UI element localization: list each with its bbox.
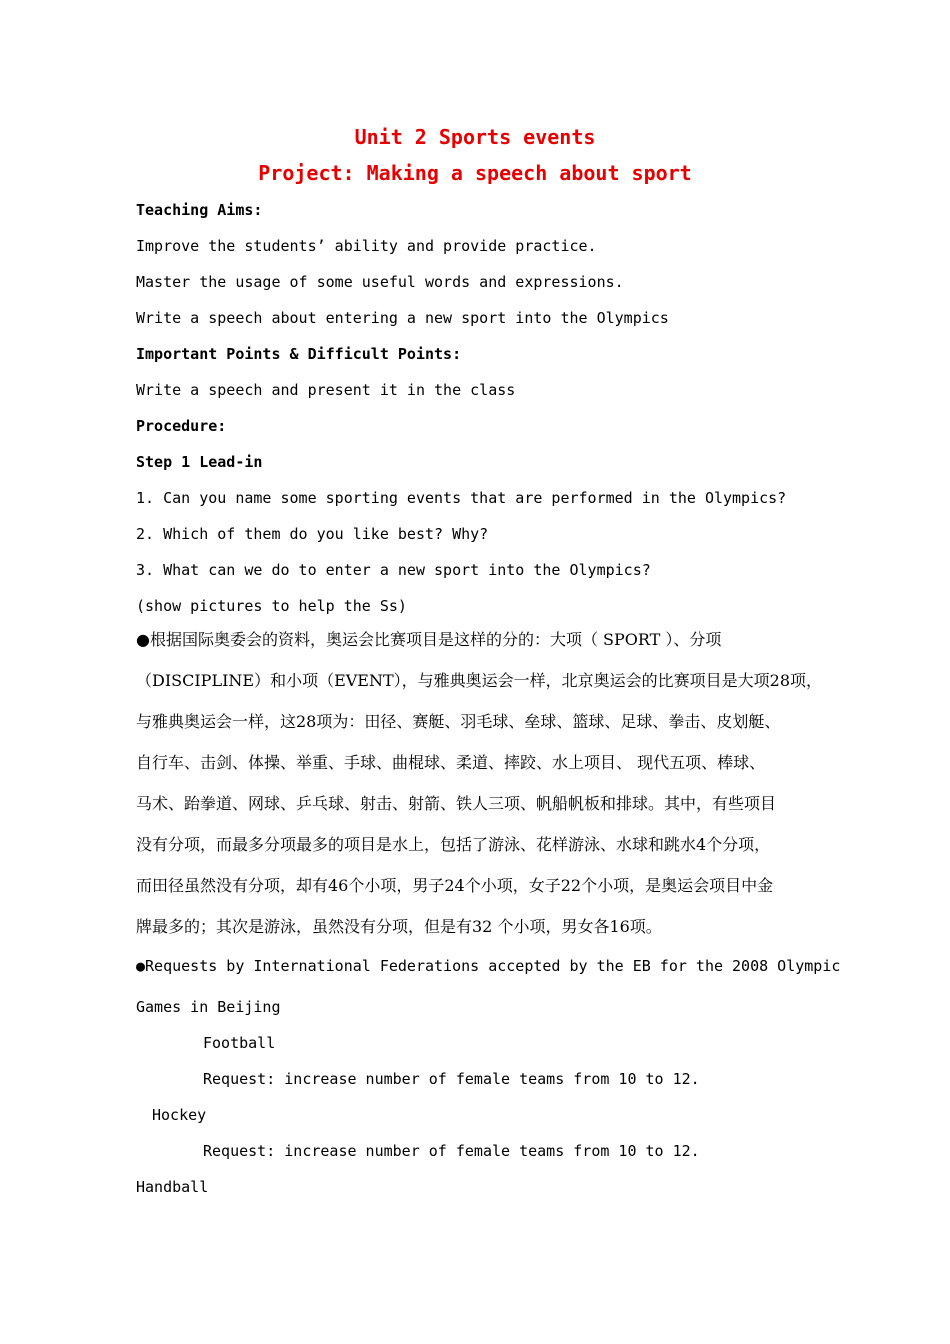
hockey-request: Request: increase number of female teams from 10 to 12.: [203, 1142, 700, 1160]
aim-item-1: Improve the students’ ability and provide practice.: [136, 237, 597, 255]
chinese-paragraph-line: 与雅典奥运会一样，这28项为：田径、赛艇、羽毛球、垒球、篮球、足球、拳击、皮划艇、: [136, 712, 781, 731]
chinese-paragraph-line: 没有分项，而最多分项最多的项目是水上，包括了游泳、花样游泳、水球和跳水4个分项，: [136, 835, 771, 854]
unit-title: Unit 2 Sports events: [354, 125, 596, 149]
chinese-paragraph-line: 自行车、击剑、体操、举重、手球、曲棍球、柔道、摔跤、水上项目、 现代五项、棒球、: [136, 753, 766, 772]
requests-intro-line-2: Games in Beijing: [136, 998, 281, 1016]
chinese-paragraph-line: 马术、跆拳道、网球、乒乓球、射击、射箭、铁人三项、帆船帆板和排球。其中，有些项目: [136, 794, 777, 813]
chinese-paragraph-line: ●根据国际奥委会的资料，奥运会比赛项目是这样的分的：大项（ SPORT ）、分项: [136, 630, 722, 649]
requests-intro-line-1: ●Requests by International Federations accepted by the EB for the 2008 Olympic: [136, 957, 841, 975]
football-label: Football: [203, 1034, 276, 1052]
procedure-heading: Procedure:: [136, 417, 227, 435]
football-request: Request: increase number of female teams from 10 to 12.: [203, 1070, 700, 1088]
step-1-heading: Step 1 Lead-in: [136, 453, 263, 471]
aim-item-3: Write a speech about entering a new sport into the Olympics: [136, 309, 669, 327]
question-1: 1. Can you name some sporting events that are performed in the Olympics?: [136, 489, 787, 507]
aim-item-2: Master the usage of some useful words and expressions.: [136, 273, 624, 291]
teaching-aims-heading: Teaching Aims:: [136, 201, 263, 219]
points-text: Write a speech and present it in the class: [136, 381, 516, 399]
points-heading: Important Points & Difficult Points:: [136, 345, 462, 363]
chinese-paragraph-line: 牌最多的；其次是游泳，虽然没有分项，但是有32 个小项，男女各16项。: [136, 917, 662, 936]
handball-label: Handball: [136, 1178, 209, 1196]
chinese-paragraph-line: 而田径虽然没有分项，却有46个小项，男子24个小项，女子22个小项，是奥运会项目中金: [136, 876, 774, 895]
project-title: Project: Making a speech about sport: [258, 161, 692, 185]
procedure-note: (show pictures to help the Ss): [136, 597, 407, 615]
chinese-paragraph-line: （DISCIPLINE）和小项（EVENT），与雅典奥运会一样，北京奥运会的比赛项目是大项28项，: [136, 671, 823, 690]
question-2: 2. Which of them do you like best? Why?: [136, 525, 489, 543]
hockey-label: Hockey: [152, 1106, 207, 1124]
question-3: 3. What can we do to enter a new sport into the Olympics?: [136, 561, 651, 579]
